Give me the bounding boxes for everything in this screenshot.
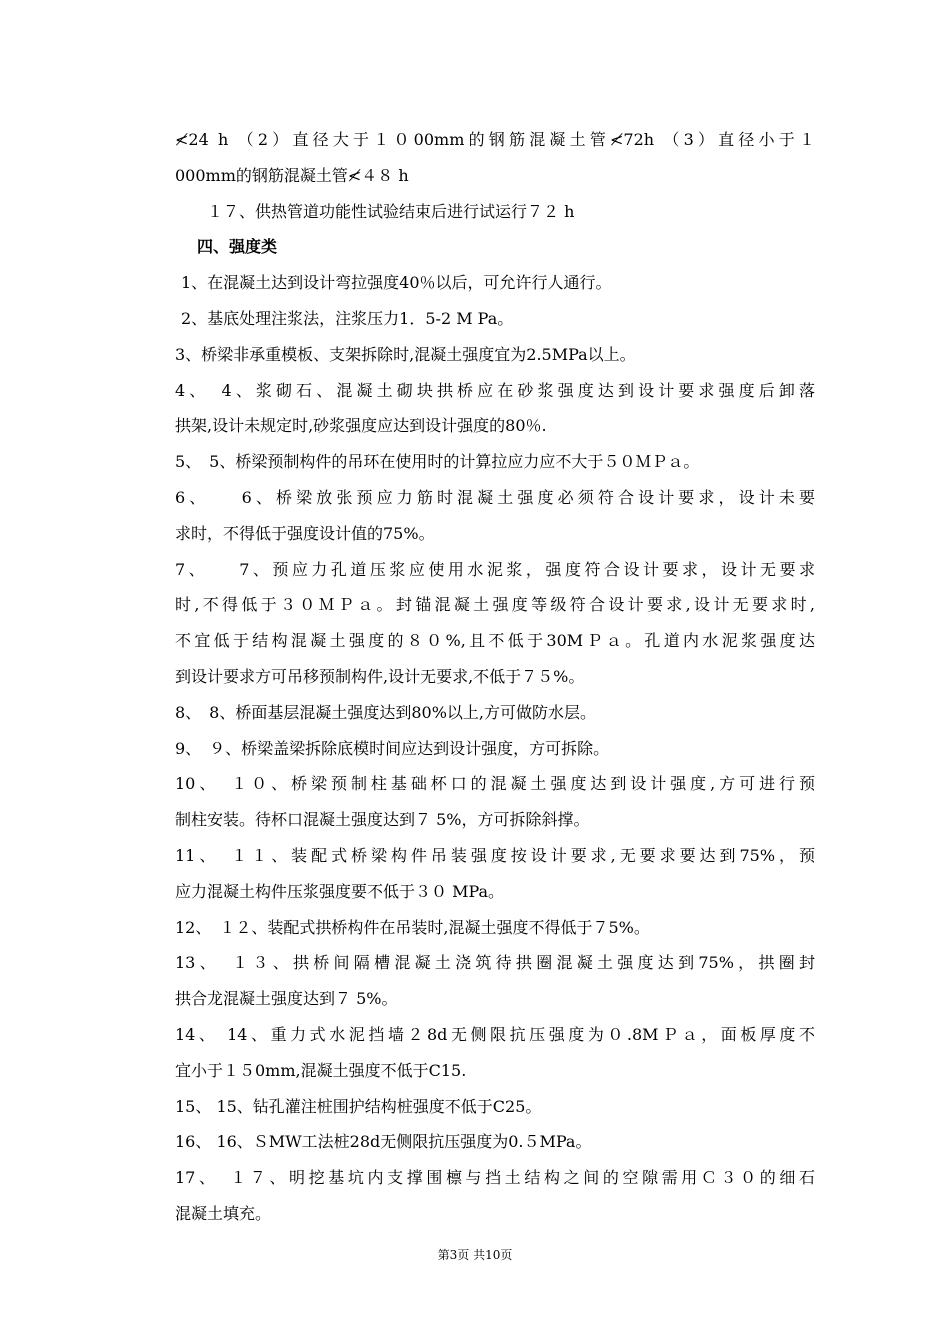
text-line: 17、 １７、明挖基坑内支撑围檩与挡土结构之间的空隙需用Ｃ３０的细石 bbox=[175, 1168, 815, 1188]
text-line: 拱合龙混凝土强度达到７ 5%。 bbox=[175, 989, 398, 1009]
text-line: 宜小于１５0mm,混凝土强度不低于C15. bbox=[175, 1060, 467, 1080]
text-line: 6、 6、桥梁放张预应力筋时混凝土强度必须符合设计要求，设计未要 bbox=[175, 487, 815, 507]
text-line: 到设计要求方可吊移预制构件,设计无要求,不低于７５%。 bbox=[175, 666, 585, 686]
text-line: ≮24 h （2）直径大于１０00mm的钢筋混凝土管≮72h （3）直径小于１ bbox=[175, 130, 815, 149]
text-line: 13、 １３、拱桥间隔槽混凝土浇筑待拱圈混凝土强度达到75%，拱圈封 bbox=[175, 953, 815, 973]
page-body bbox=[175, 122, 815, 1232]
text-line: 混凝土填充。 bbox=[175, 1203, 272, 1223]
section-heading: 四、强度类 bbox=[197, 237, 278, 257]
text-line: 7、 7、预应力孔道压浆应使用水泥浆，强度符合设计要求，设计无要求 bbox=[175, 559, 815, 579]
text-line: 10、 １０、桥梁预制柱基础杯口的混凝土强度达到设计强度,方可进行预 bbox=[175, 774, 815, 794]
text-line: 不宜低于结构混凝土强度的８０%,且不低于30MＰａ。孔道内水泥浆强度达 bbox=[175, 631, 815, 651]
text-line: 000mm的钢筋混凝土管≮４８ h bbox=[175, 165, 409, 185]
text-line: 15、 15、钻孔灌注桩围护结构桩强度不低于C25。 bbox=[175, 1096, 542, 1116]
text-line: 16、 16、ＳMW工法桩28d无侧限抗压强度为0.５MPa。 bbox=[175, 1132, 592, 1152]
text-line: 2、基底处理注浆法，注浆压力1．5-2 M Pa。 bbox=[181, 308, 514, 328]
text-line: 8、 8、桥面基层混凝土强度达到80%以上,方可做防水层。 bbox=[175, 702, 597, 722]
text-line: 5、 5、桥梁预制构件的吊环在使用时的计算拉应力应不大于５０ＭＰａ。 bbox=[175, 452, 700, 472]
text-line: 时,不得低于３０ＭＰａ。封锚混凝土强度等级符合设计要求,设计无要求时, bbox=[175, 595, 815, 615]
text-line: 1、在混凝土达到设计弯拉强度40％以后，可允许行人通行。 bbox=[181, 273, 612, 293]
page-footer: 第3页 共10页 bbox=[437, 1248, 513, 1262]
text-line: 11、 １１、装配式桥梁构件吊装强度按设计要求,无要求要达到75%，预 bbox=[175, 845, 815, 865]
text-line: 求时，不得低于强度设计值的75%。 bbox=[175, 523, 435, 543]
text-line: 制柱安装。待杯口混凝土强度达到７ 5%，方可拆除斜撑。 bbox=[175, 810, 590, 830]
text-line: 12、 １２、装配式拱桥构件在吊装时,混凝土强度不得低于７5%。 bbox=[175, 917, 650, 937]
text-line: 4、 4、浆砌石、混凝土砌块拱桥应在砂浆强度达到设计要求强度后卸落 bbox=[175, 380, 815, 400]
text-line: 9、 ９、桥梁盖梁拆除底模时间应达到设计强度，方可拆除。 bbox=[175, 738, 610, 758]
text-line: 拱架,设计未规定时,砂浆强度应达到设计强度的80％. bbox=[175, 416, 547, 436]
text-line: 应力混凝土构件压浆强度要不低于３０ MPa。 bbox=[175, 881, 505, 901]
text-line: 3、桥梁非承重模板、支架拆除时,混凝土强度宜为2.5MPa以上。 bbox=[175, 344, 636, 364]
text-line: １７、供热管道功能性试验结束后进行试运行７２ h bbox=[207, 201, 575, 221]
text-line: 14、 14、重力式水泥挡墙２8d无侧限抗压强度为０.8MＰａ，面板厚度不 bbox=[175, 1024, 815, 1044]
